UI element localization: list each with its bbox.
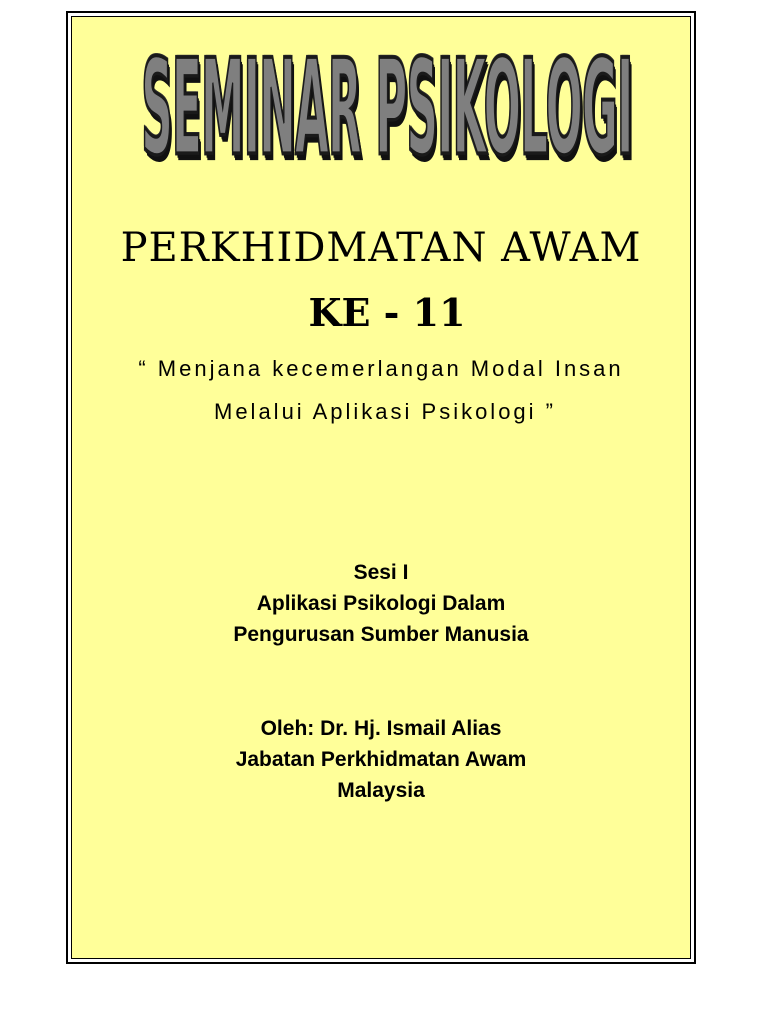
tagline-line1: “ Menjana kecemerlangan Modal Insan: [138, 356, 624, 381]
author-organization-line1: Jabatan Perkhidmatan Awam: [235, 748, 527, 771]
author-name: Oleh: Dr. Hj. Ismail Alias: [260, 717, 502, 740]
tagline-line2: Melalui Aplikasi Psikologi ”: [214, 399, 556, 424]
session-topic-line2: Pengurusan Sumber Manusia: [233, 623, 529, 646]
cover-outer-border: [66, 11, 696, 964]
session-topic-line1: Aplikasi Psikologi Dalam: [256, 592, 506, 615]
wordart-heading-container: [72, 33, 690, 215]
author-organization-line2: Malaysia: [337, 779, 425, 802]
author-block: [72, 713, 690, 806]
session-block: [72, 557, 690, 650]
session-label: Sesi I: [353, 561, 409, 584]
event-title-line2: KE - 11: [308, 290, 466, 335]
event-title-line1: PERKHIDMATAN AWAM: [120, 225, 642, 271]
cover-panel: [71, 16, 691, 959]
wordart-heading: SEMINAR PSIKOLOGI: [141, 33, 633, 186]
